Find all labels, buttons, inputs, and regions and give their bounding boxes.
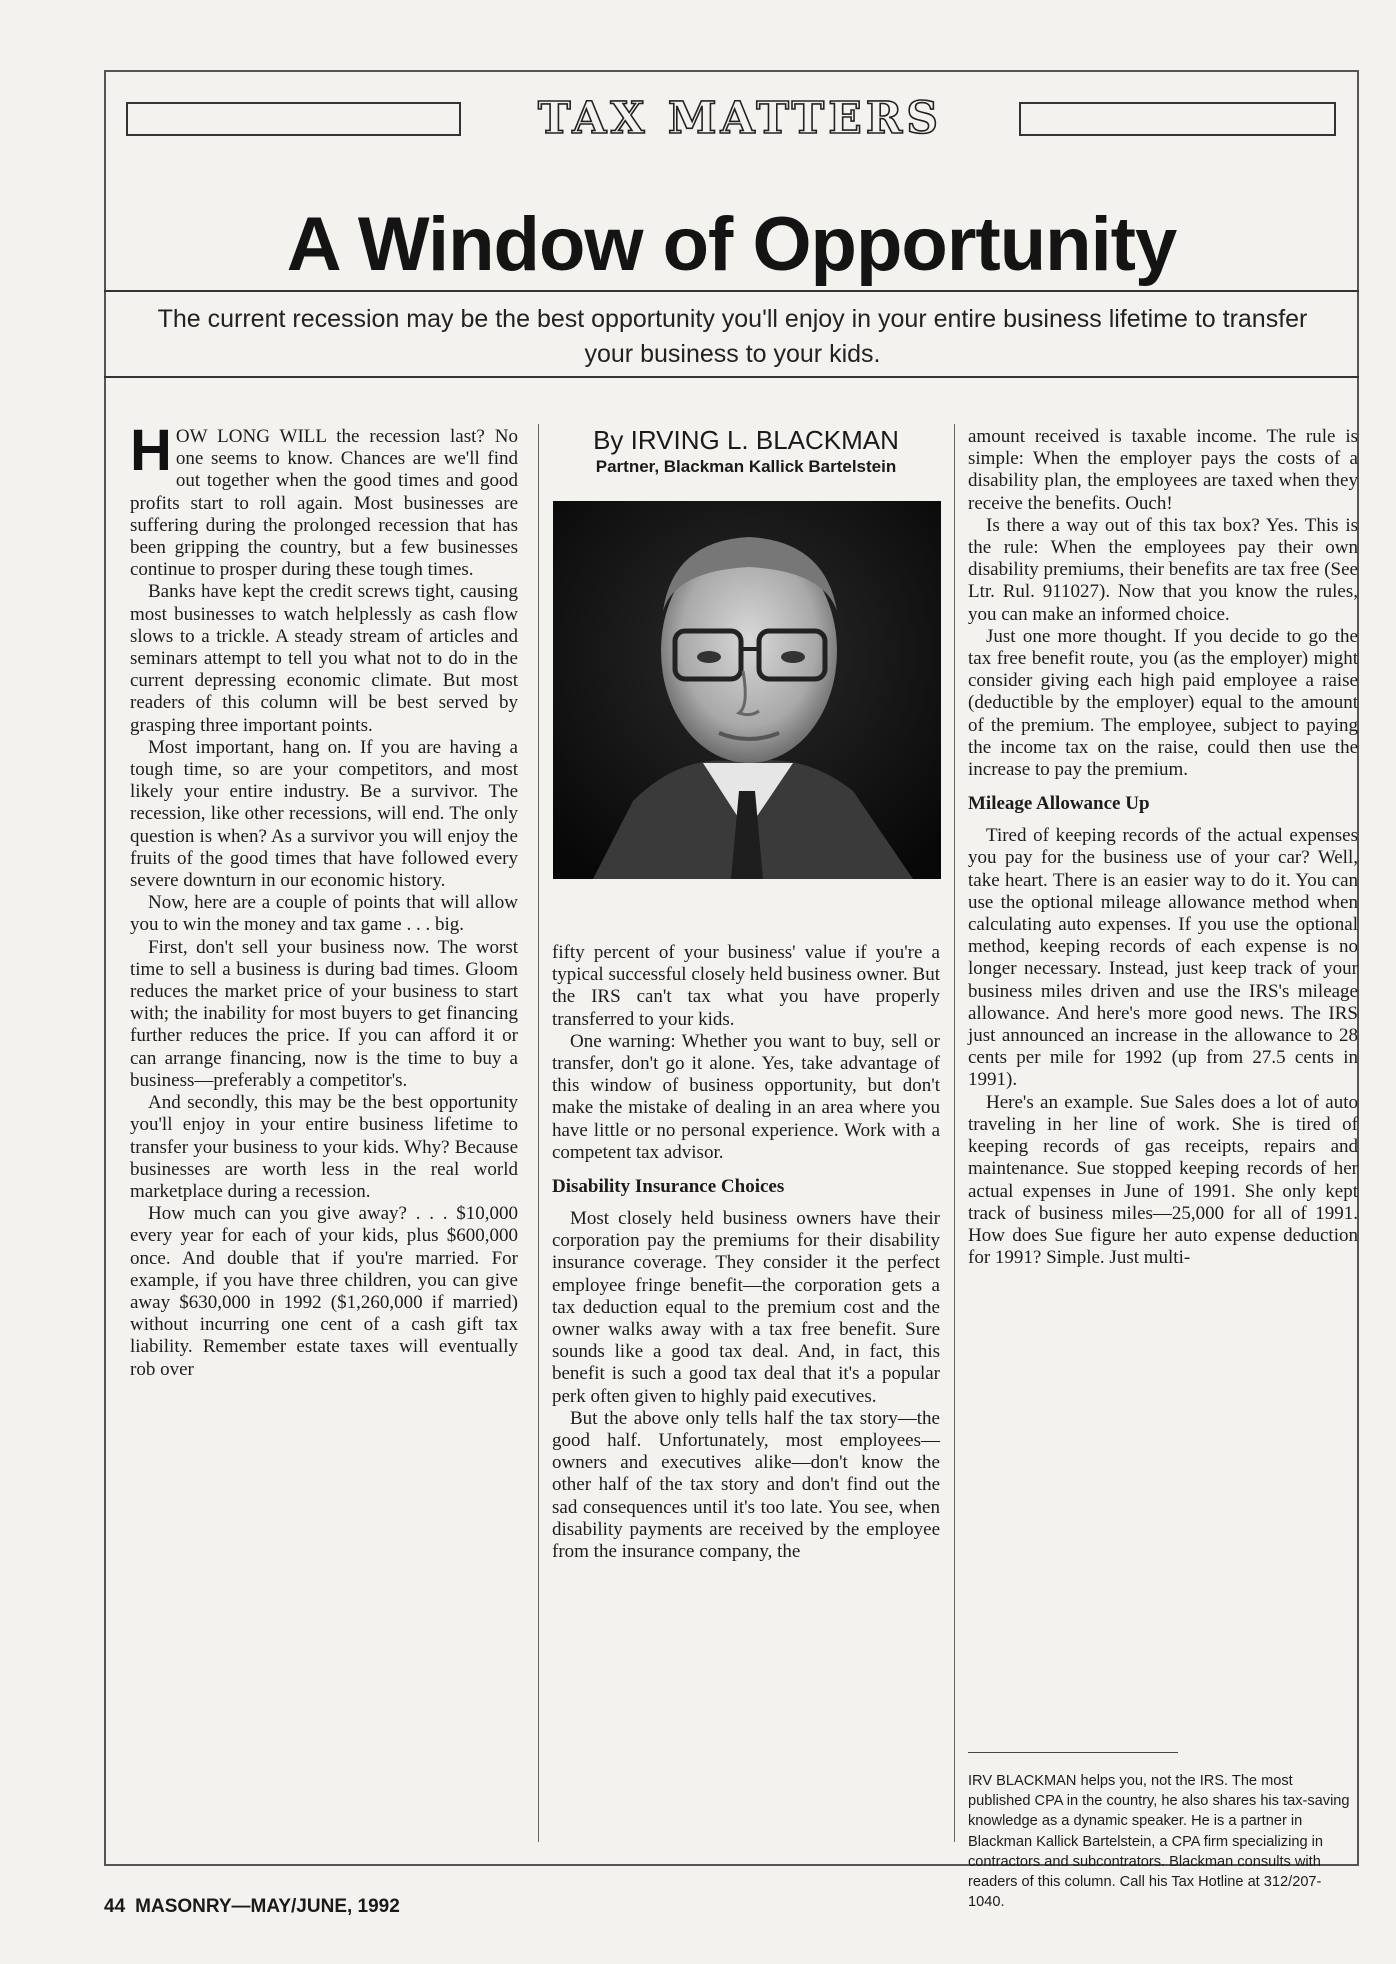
- byline: [540, 424, 952, 478]
- author-role: Partner, Blackman Kallick Bartelstein: [595, 457, 897, 476]
- column-2: [552, 942, 940, 1563]
- subheading-mileage: Mileage Allowance Up: [968, 793, 1150, 815]
- paragraph: Most important, hang on. If you are having a tough time, so are your competitors, and most likely your entire industry. Be a survivor. The recession, like other recessions, will end. The only question is when? As a survivor you will enjoy the fruits of the good times that have followed every severe downturn in our economic history.: [130, 736, 518, 892]
- paragraph: But the above only tells half the tax story—the good half. Unfortunately, most employees—owners and executives alike—don't know the other half of the tax story and don't find out the sad consequences until it's too late. You see, when disability payments are received by the employee from the insurance company, the: [552, 1407, 940, 1563]
- paragraph: And secondly, this may be the best opportunity you'll enjoy in your entire business lifetime to transfer your business to your kids. Why? Because businesses are worth less in the real world marketplace during a recession.: [130, 1092, 518, 1202]
- dek-divider: [104, 376, 1359, 378]
- kicker-title: TAX MATTERS: [537, 93, 943, 144]
- page-footer: [104, 1896, 400, 1918]
- bio-divider: [968, 1752, 1178, 1753]
- paragraph: One warning: Whether you want to buy, sell or transfer, don't go it alone. Yes, take advantage of this window of business opportunity, but don't make the mistake of dealing in an area where you have little or no personal experience. Work with a competent tax advisor.: [552, 1030, 940, 1163]
- column-1: [130, 418, 518, 1381]
- article-headline: A Window of Opportunity: [286, 202, 1177, 287]
- paragraph: Now, here are a couple of points that will allow you to win the money and tax game . . . big.: [130, 892, 518, 936]
- subheading-disability: Disability Insurance Choices: [552, 1176, 785, 1198]
- publication-line: MASONRY—MAY/JUNE, 1992: [135, 1896, 400, 1917]
- paragraph: How much can you give away? . . . $10,000 every year for each of your kids, plus $600,000 once. And double that if you're married. For example, if you have three children, you can give away $630,000 in 1992 ($1,260,000 if married) without incurring one cent of a cash gift tax liability. Remember estate taxes will eventually rob over: [130, 1203, 518, 1380]
- author-bio: IRV BLACKMAN helps you, not the IRS. The most published CPA in the country, he also shares his tax-saving knowledge as a dynamic speaker. He is a partner in Blackman Kallick Bartelstein, a CPA firm specializing in contractors and subcontrators. Blackman consults with readers of this column. Call his Tax Hotline at 312/207-1040.: [968, 1773, 1350, 1911]
- paragraph: Most closely held business owners have their corporation pay the premiums for their disability insurance coverage. They consider it the perfect employee fringe benefit—the corporation gets a tax deduction equal to the premium cost and the owner walks away with a tax free benefit. Sure sounds like a good tax deal. And, in fact, this benefit is such a good tax deal that it's a popular perk often given to highly paid executives.: [552, 1208, 940, 1407]
- article-dek: The current recession may be the best opportunity you'll enjoy in your entire business lifetime to transfer your business to your kids.: [157, 305, 1308, 368]
- kicker-left-box: [126, 102, 461, 136]
- column-divider-2: [954, 424, 955, 1842]
- author-portrait-icon: [553, 501, 941, 879]
- kicker-right-box: [1019, 102, 1336, 136]
- drop-cap: H: [130, 418, 172, 483]
- paragraph: Tired of keeping records of the actual expenses you pay for the business use of your car? Well, take heart. There is an easier way to do it. You can use the optional mileage allowance method when calculating auto expenses. If you use the optional method, keeping records of each expense is no longer necessary. Instead, just keep track of your business miles driven and use the IRS's mileage allowance. And here's more good news. The IRS just announced an increase in the allowance to 28 cents per mile for 1992 (up from 27.5 cents in 1991).: [968, 825, 1358, 1091]
- section-kicker: [126, 93, 1336, 144]
- paragraph: Is there a way out of this tax box? Yes. This is the rule: When the employees pay their own disability premiums, their benefits are tax free (See Ltr. Rul. 911027). Now that you know the rules, you can make an informed choice.: [968, 514, 1358, 625]
- headline-divider: [104, 290, 1359, 292]
- paragraph: First, don't sell your business now. The worst time to sell a business is during bad times. Gloom reduces the market price of your business to start with; the inability for most buyers to get financing further reduces the price. If you can afford it or can arrange financing, now is the time to buy a business—preferably a competitor's.: [130, 936, 518, 1091]
- paragraph: fifty percent of your business' value if you're a typical successful closely held business owner. But the IRS can't tax what you have properly transferred to your kids.: [552, 942, 940, 1030]
- paragraph: [130, 418, 518, 581]
- column-divider-1: [538, 424, 539, 1842]
- paragraph: amount received is taxable income. The rule is simple: When the employer pays the costs of a disability plan, the employees are taxed when they receive the benefits. Ouch!: [968, 426, 1358, 514]
- paragraph-text: OW LONG WILL the recession last? No one seems to know. Chances are we'll find out together when the good times and good profits start to roll again. Most businesses are suffering during the prolonged recession that has been gripping the country, but a few businesses continue to prosper during these tough times.: [130, 426, 518, 581]
- paragraph: Banks have kept the credit screws tight, causing most businesses to watch helplessly as cash flow slows to a trickle. A steady stream of articles and seminars attempt to tell you what not to do in the current depressing economic climate. But most readers of this column will be best served by grasping three important points.: [130, 581, 518, 736]
- paragraph: Here's an example. Sue Sales does a lot of auto traveling in her line of work. She is tired of keeping records of gas receipts, repairs and maintenance. Sue stopped keeping records of her actual expenses in June of 1991. She only kept track of business miles—25,000 for all of 1991. How does Sue figure her auto expense deduction for 1991? Simple. Just multi-: [968, 1091, 1358, 1269]
- column-3: [968, 426, 1358, 1269]
- author-name: By IRVING L. BLACKMAN: [593, 425, 899, 455]
- page-number: 44: [104, 1896, 126, 1917]
- paragraph: Just one more thought. If you decide to go the tax free benefit route, you (as the employer) might consider giving each high paid employee a raise (deductible by the employer) equal to the amount of the premium. The employee, subject to paying the income tax on the raise, could then use the increase to pay the premium.: [968, 625, 1358, 781]
